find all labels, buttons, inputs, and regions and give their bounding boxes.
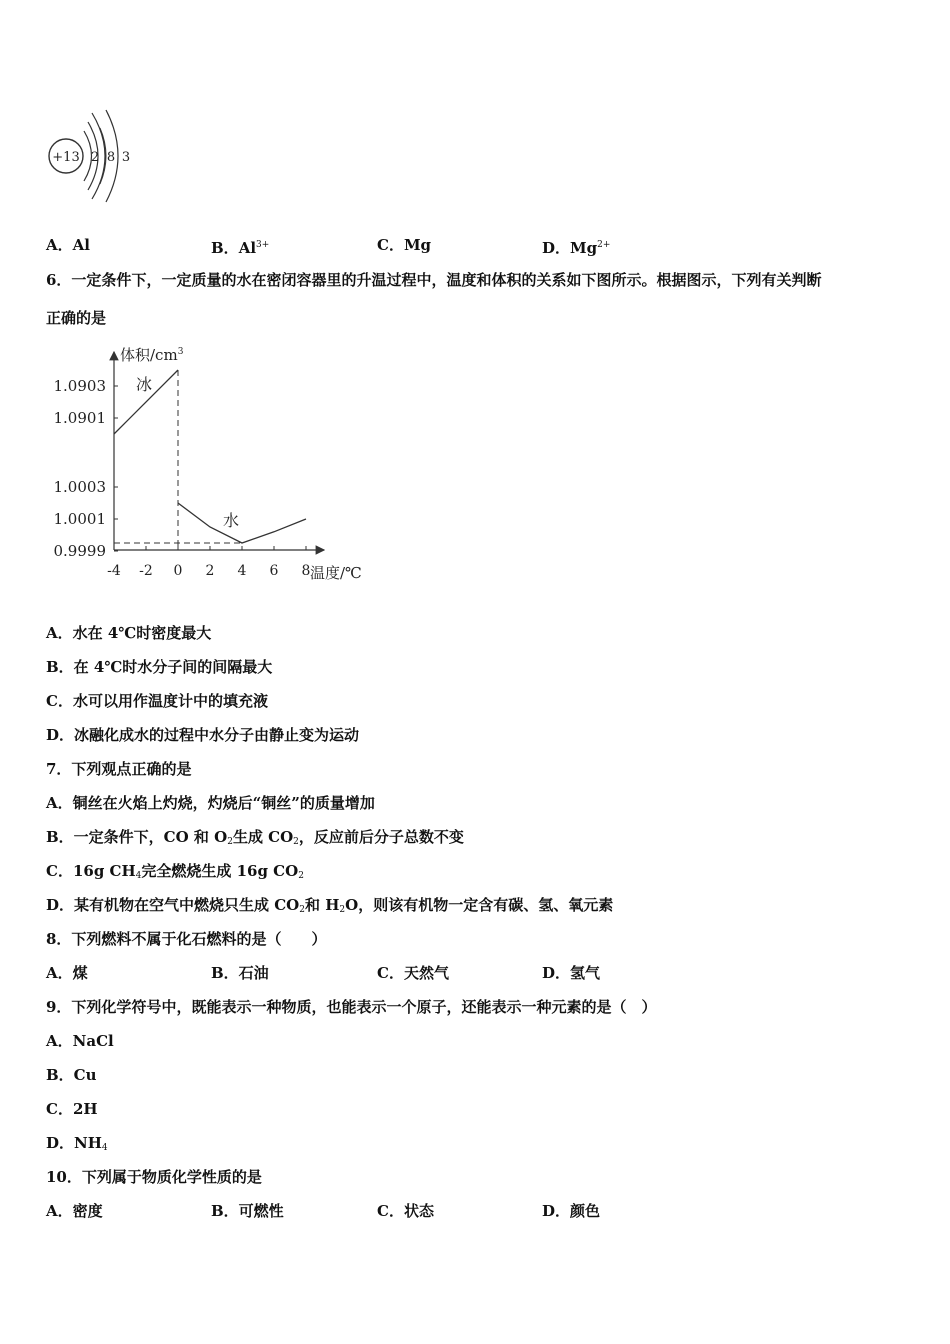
shell-electrons-2: 8 bbox=[106, 150, 116, 165]
water-series-line bbox=[178, 503, 306, 543]
q7-option-c[interactable] bbox=[46, 861, 304, 886]
x-tick-label: 6 bbox=[269, 563, 279, 579]
x-tick-label: 4 bbox=[237, 563, 247, 579]
subscript: 2 bbox=[299, 905, 305, 915]
option-text: Mg bbox=[570, 239, 598, 257]
subscript: 2 bbox=[293, 837, 299, 847]
q7-stem: 7．下列观点正确的是 bbox=[46, 760, 192, 778]
q6-option-d[interactable]: D．冰融化成水的过程中水分子由静止变为运动 bbox=[46, 726, 360, 744]
q6-stem-line1: 6．一定条件下，一定质量的水在密闭容器里的升温过程中，温度和体积的关系如下图所示。根据图示，下列有关判断 bbox=[46, 271, 822, 289]
q9-option-d[interactable] bbox=[46, 1133, 108, 1158]
q10-option-d[interactable]: D．颜色 bbox=[542, 1202, 601, 1220]
option-letter: D． bbox=[542, 239, 571, 257]
y-axis-label: 体积$/cm^3$ bbox=[120, 346, 184, 364]
q6-option-c[interactable]: C．水可以用作温度计中的填充液 bbox=[46, 692, 268, 710]
q8-option-a[interactable]: A．煤 bbox=[46, 964, 88, 982]
subscript: 2 bbox=[298, 871, 304, 881]
q6-option-b[interactable]: B．在 4℃时水分子间的间隔最大 bbox=[46, 658, 273, 676]
option-letter: B． bbox=[211, 239, 239, 257]
option-letter: A． bbox=[46, 236, 73, 254]
q8-option-b[interactable]: B．石油 bbox=[211, 964, 269, 982]
q6-stem-line2: 正确的是 bbox=[46, 309, 107, 327]
q9-option-a[interactable]: A．NaCl bbox=[46, 1032, 114, 1050]
x-tick-label: -2 bbox=[139, 563, 153, 579]
q5-option-d[interactable] bbox=[542, 235, 610, 258]
q10-option-a[interactable]: A．密度 bbox=[46, 1202, 103, 1220]
q9-stem: 9．下列化学符号中，既能表示一种物质，也能表示一个原子，还能表示一种元素的是（ ） bbox=[46, 998, 657, 1016]
text-part: 完全燃烧生成 16g CO bbox=[141, 862, 299, 880]
q6-option-a[interactable]: A．水在 4℃时密度最大 bbox=[46, 624, 212, 642]
water-series-label: 水 bbox=[223, 511, 240, 530]
option-charge: 2+ bbox=[597, 240, 611, 250]
text-part: O，则该有机物一定含有碳、氢、氧元素 bbox=[345, 896, 614, 914]
shell-electrons-1: 2 bbox=[90, 150, 100, 165]
q7-option-a[interactable]: A．铜丝在火焰上灼烧，灼烧后“铜丝”的质量增加 bbox=[46, 794, 375, 812]
subscript: 2 bbox=[227, 837, 233, 847]
q10-option-b[interactable]: B．可燃性 bbox=[211, 1202, 284, 1220]
q10-option-c[interactable]: C．状态 bbox=[377, 1202, 434, 1220]
q8-stem: 8．下列燃料不属于化石燃料的是（ ） bbox=[46, 930, 327, 948]
atom-structure-diagram bbox=[44, 98, 144, 208]
x-tick-label: 2 bbox=[205, 563, 215, 579]
q8-option-d[interactable]: D．氢气 bbox=[542, 964, 601, 982]
x-tick-label: -4 bbox=[107, 563, 121, 579]
x-tick-label: 8 bbox=[301, 563, 311, 579]
ice-series-label: 冰 bbox=[136, 375, 153, 394]
q5-option-b[interactable] bbox=[211, 235, 269, 258]
q7-option-b[interactable] bbox=[46, 827, 464, 852]
text-part: D．某有机物在空气中燃烧只生成 CO bbox=[46, 896, 300, 914]
option-text: Al bbox=[72, 236, 90, 254]
y-tick-label: 1.0001 bbox=[53, 510, 106, 528]
option-text: Al bbox=[238, 239, 257, 257]
q7-option-d[interactable] bbox=[46, 895, 613, 920]
text-part: D．NH bbox=[46, 1134, 102, 1152]
q8-option-c[interactable]: C．天然气 bbox=[377, 964, 449, 982]
nucleus-charge: +13 bbox=[52, 150, 80, 165]
q10-stem: 10．下列属于物质化学性质的是 bbox=[46, 1168, 262, 1186]
y-tick-label: 0.9999 bbox=[53, 542, 106, 560]
text-part: C．16g CH bbox=[46, 862, 136, 880]
option-charge: 3+ bbox=[256, 240, 270, 250]
subscript: 4 bbox=[135, 871, 142, 881]
text-part: 和 H bbox=[304, 896, 340, 914]
text-part: 生成 CO bbox=[232, 828, 294, 846]
x-tick-label: 0 bbox=[173, 563, 183, 579]
text-part: ，反应前后分子总数不变 bbox=[298, 828, 464, 846]
option-text: Mg bbox=[403, 236, 432, 254]
shell-electrons-3: 3 bbox=[121, 150, 131, 165]
text-part: B．一定条件下，CO 和 O bbox=[46, 828, 228, 846]
q9-option-c[interactable]: C．2H bbox=[46, 1100, 98, 1118]
y-tick-label: 1.0901 bbox=[53, 409, 106, 427]
q9-option-b[interactable]: B．Cu bbox=[46, 1066, 97, 1084]
x-axis-label: 温度/℃ bbox=[310, 564, 362, 582]
q5-option-a[interactable] bbox=[46, 235, 90, 255]
subscript: 2 bbox=[339, 905, 346, 915]
y-tick-label: 1.0003 bbox=[53, 478, 106, 496]
option-letter: C． bbox=[377, 236, 404, 254]
y-tick-label: 1.0903 bbox=[53, 377, 106, 395]
subscript: 4 bbox=[101, 1143, 108, 1153]
q5-option-c[interactable] bbox=[377, 235, 431, 255]
volume-temperature-chart bbox=[40, 338, 390, 588]
